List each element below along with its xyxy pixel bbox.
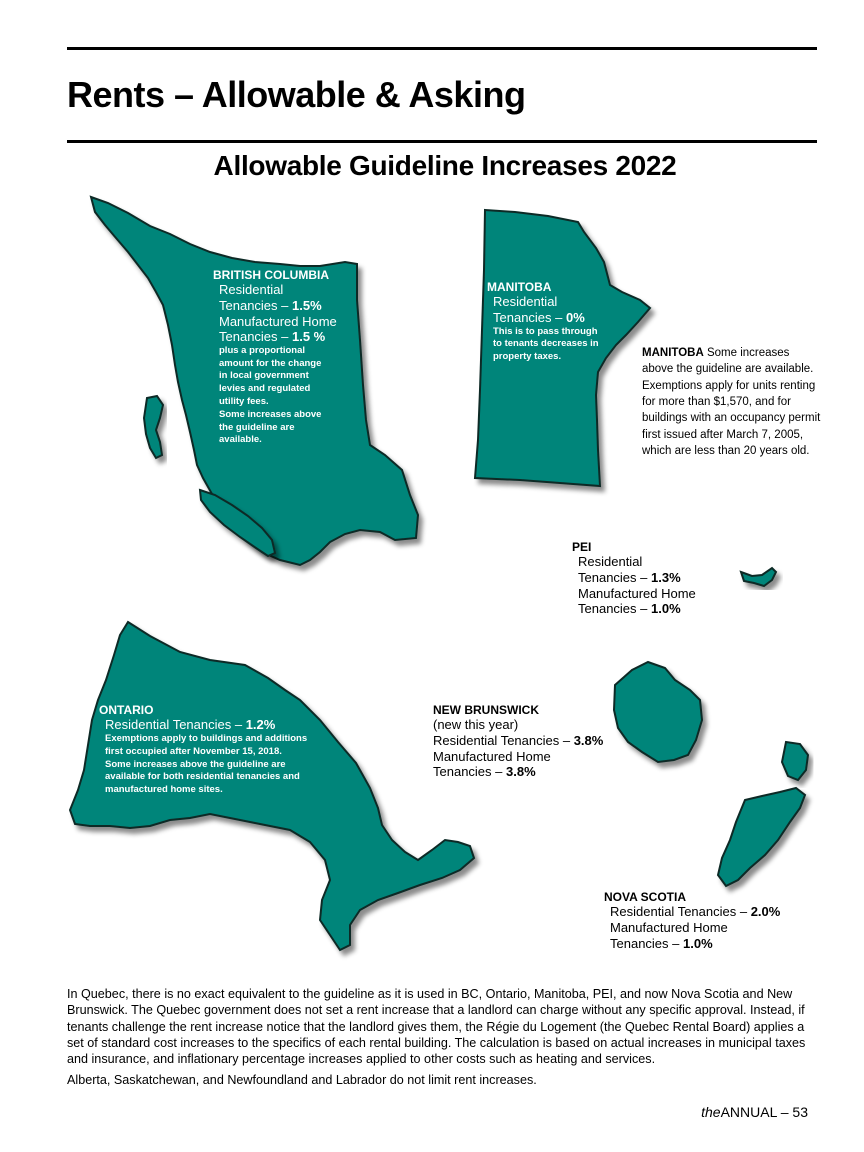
manitoba-label <box>487 280 599 364</box>
ontario-residential-value: 1.2% <box>245 717 276 733</box>
bc-note-5: utility fees. <box>219 396 269 408</box>
nova-scotia-manufactured-value: 1.0% <box>683 935 713 951</box>
ontario-label <box>99 703 307 797</box>
new-brunswick-line-rate <box>433 733 603 749</box>
new-brunswick-shape <box>614 662 702 762</box>
pei-line-residential: Residential <box>578 554 643 570</box>
new-brunswick-new-note: (new this year) <box>433 717 519 733</box>
manitoba-name: MANITOBA <box>487 280 552 294</box>
pei-shape <box>741 568 776 586</box>
new-brunswick-line-manufactured: Manufactured Home <box>433 748 551 764</box>
new-brunswick-tenancies-label: Tenancies – <box>433 764 506 780</box>
cape-breton-shape <box>782 742 808 780</box>
nova-scotia-line-manufactured: Manufactured Home <box>610 919 728 935</box>
bc-tenancies-label-2: Tenancies – <box>219 329 292 345</box>
bc-note-8: available. <box>219 434 262 446</box>
pei-residential-value: 1.3% <box>651 569 681 585</box>
footer-notes <box>67 986 812 1092</box>
nova-scotia-residential-value: 2.0% <box>750 904 781 920</box>
ontario-note-4: available for both residential tenancies and <box>105 771 300 783</box>
page-title: Rents – Allowable & Asking <box>67 74 526 115</box>
manitoba-note-text: Some increases above the guideline are available. <box>642 347 814 376</box>
nova-scotia-line-rate <box>604 904 780 920</box>
bc-note-4: levies and regulated <box>219 383 311 395</box>
new-brunswick-line-manufactured-rate <box>433 764 603 780</box>
pei-name: PEI <box>572 540 592 554</box>
ontario-residential-label: Residential Tenancies – <box>105 717 246 733</box>
manitoba-note-3: property taxes. <box>493 351 562 363</box>
manitoba-note-exemptions: Exemptions apply for units renting for more than $1,570, and for buildings with an occupancy permit first issued after March 7, 2005, which are less than 20 years old. <box>642 379 821 457</box>
nova-scotia-name: NOVA SCOTIA <box>604 890 687 904</box>
new-brunswick-label <box>433 703 603 780</box>
folio-publication-page: ANNUAL – 53 <box>720 1104 808 1120</box>
pei-tenancies-label-2: Tenancies – <box>578 601 651 617</box>
bc-name: BRITISH COLUMBIA <box>213 268 329 282</box>
nova-scotia-shape <box>718 788 805 886</box>
ontario-note-3: Some increases above the guideline are <box>105 758 286 770</box>
manitoba-tenancies-label: Tenancies – <box>493 309 566 325</box>
bc-note-7: the guideline are <box>219 421 295 433</box>
bc-note-2: amount for the change <box>219 357 322 369</box>
manitoba-line-residential: Residential <box>493 294 558 310</box>
new-brunswick-manufactured-value: 3.8% <box>506 764 536 780</box>
bc-note-1: plus a proportional <box>219 344 306 356</box>
bc-residential-value: 1.5% <box>292 297 322 313</box>
pei-line-manufactured-rate <box>572 601 696 617</box>
bc-line-residential-rate <box>213 298 337 314</box>
pei-label <box>572 540 696 617</box>
manitoba-note-1: This is to pass through <box>493 325 598 337</box>
pei-line-residential-rate <box>572 570 696 586</box>
map-subtitle: Allowable Guideline Increases 2022 <box>213 150 677 181</box>
bc-note-3: in local government <box>219 370 309 382</box>
bc-tenancies-label: Tenancies – <box>219 297 292 313</box>
manitoba-note-heading: MANITOBA <box>642 347 704 359</box>
pei-line-manufactured: Manufactured Home <box>578 585 696 601</box>
ontario-name: ONTARIO <box>99 703 154 717</box>
new-brunswick-residential-label: Residential Tenancies – <box>433 732 574 748</box>
manitoba-line-rate <box>487 310 599 326</box>
new-brunswick-residential-value: 3.8% <box>573 732 604 748</box>
unregulated-provinces-paragraph: Alberta, Saskatchewan, and Newfoundland and Labrador do not limit rent increases. <box>67 1072 537 1087</box>
page-folio <box>701 1104 808 1120</box>
new-brunswick-name: NEW BRUNSWICK <box>433 703 539 717</box>
nova-scotia-label <box>604 890 780 951</box>
nova-scotia-residential-label: Residential Tenancies – <box>610 904 751 920</box>
bc-line-manufactured-rate <box>213 329 337 345</box>
bc-note-6: Some increases above <box>219 408 322 420</box>
ontario-note-1: Exemptions apply to buildings and additions <box>105 732 308 744</box>
nova-scotia-line-manufactured-rate <box>604 936 780 952</box>
nova-scotia-tenancies-label: Tenancies – <box>610 935 683 951</box>
haida-gwaii-shape <box>144 396 163 458</box>
bc-label <box>213 268 337 447</box>
pei-manufactured-value: 1.0% <box>651 601 681 617</box>
folio-publication-prefix: the <box>701 1104 721 1120</box>
quebec-paragraph: In Quebec, there is no exact equivalent to the guideline as it is used in BC, Ontario, Manitoba, PEI, and now Nova Scotia and New Brunswick. The Quebec government does not set a rent increase that a landlord can charge without any specific approval. Instead, if tenants challenge the rent increase notice that the landlord gives them, the Régie du Logement (the Quebec Rental Board) applies a set of standard cost increases to the specifics of each rental building. The calculation is based on actual increases in municipal taxes and insurance, and inflationary percentage increases applied to other costs such as heating and services. <box>67 987 806 1067</box>
pei-tenancies-label: Tenancies – <box>578 569 651 585</box>
ontario-note-5: manufactured home sites. <box>105 784 223 796</box>
ontario-note-2: first occupied after November 15, 2018. <box>105 745 282 757</box>
manitoba-residential-value: 0% <box>566 309 585 325</box>
manitoba-note-2: to tenants decreases in <box>493 338 599 350</box>
ontario-line-rate <box>99 717 307 733</box>
bc-line-residential: Residential <box>219 282 284 298</box>
bc-line-manufactured: Manufactured Home <box>219 313 337 329</box>
bc-manufactured-value: 1.5 % <box>292 329 326 345</box>
manitoba-side-note <box>642 345 822 459</box>
